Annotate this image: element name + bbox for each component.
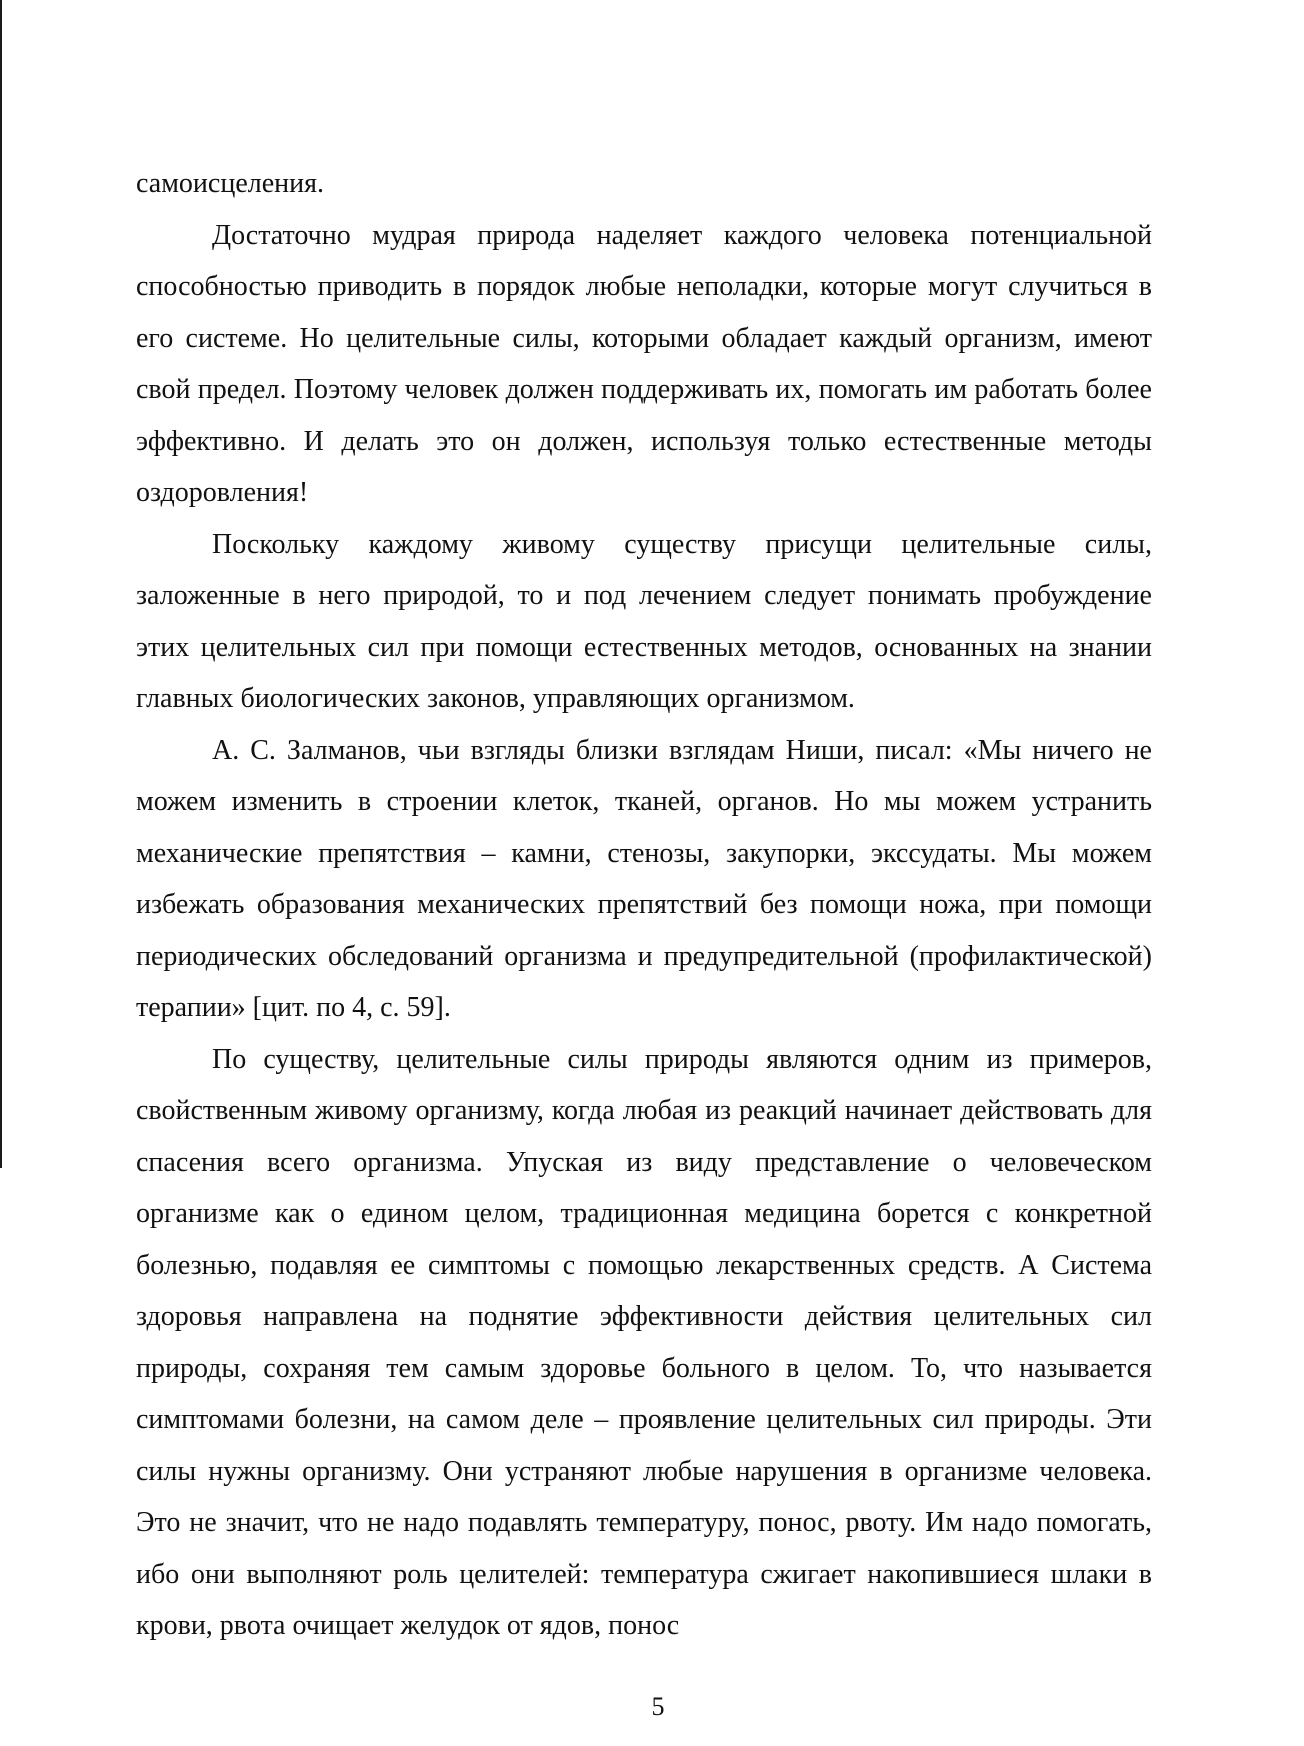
- page-body: [136, 158, 1152, 1652]
- paragraph-3: Поскольку каждому живому существу присущи целительные силы, заложенные в него природой, то и под лечением следует понимать пробуждение этих целительных сил при помощи естественных методов, основанных на знании главных биологических законов, управляющих организмом.: [136, 528, 1152, 714]
- paragraph-2: Достаточно мудрая природа наделяет каждого человека потенциальной способностью приводить в порядок любые неполадки, которые могут случиться в его системе. Но целительные силы, которыми обладает каждый организм, имеют свой предел. Поэтому человек должен поддерживать их, помогать им работать более эффективно. И делать это он должен, используя только естественные методы оздоровления!: [136, 219, 1152, 508]
- paragraph-4: А. С. Залманов, чьи взгляды близки взглядам Ниши, писал: «Мы ничего не можем изменить в строении клеток, тканей, органов. Но мы можем устранить механические препятствия – камни, стенозы, закупорки, экссудаты. Мы можем избежать образования механических препятствий без помощи ножа, при помощи периодических обследований организма и предупредительной (профилактической) терапии» [цит. по 4, с. 59].: [136, 734, 1152, 1023]
- paragraph-5: По существу, целительные силы природы являются одним из примеров, свойственным живому организму, когда любая из реакций начинает действовать для спасения всего организма. Упуская из виду представление о человеческом организме как о едином целом, традиционная медицина борется с конкретной болезнью, подавляя ее симптомы с помощью лекарственных средств. А Система здоровья направлена на поднятие эффективности действия целительных сил природы, сохраняя тем самым здоровье больного в целом. То, что называется симптомами болезни, на самом деле – проявление целительных сил природы. Эти силы нужны организму. Они устраняют любые нарушения в организме человека. Это не значит, что не надо подавлять температуру, понос, рвоту. Им надо помогать, ибо они выполняют роль целителей: температура сжигает накопившиеся шлаки в крови, рвота очищает желудок от ядов, понос: [136, 1043, 1152, 1641]
- page-number: 5: [651, 1692, 665, 1721]
- paragraph-1: самоисцеления.: [136, 168, 324, 199]
- scan-edge-line: [0, 0, 2, 1168]
